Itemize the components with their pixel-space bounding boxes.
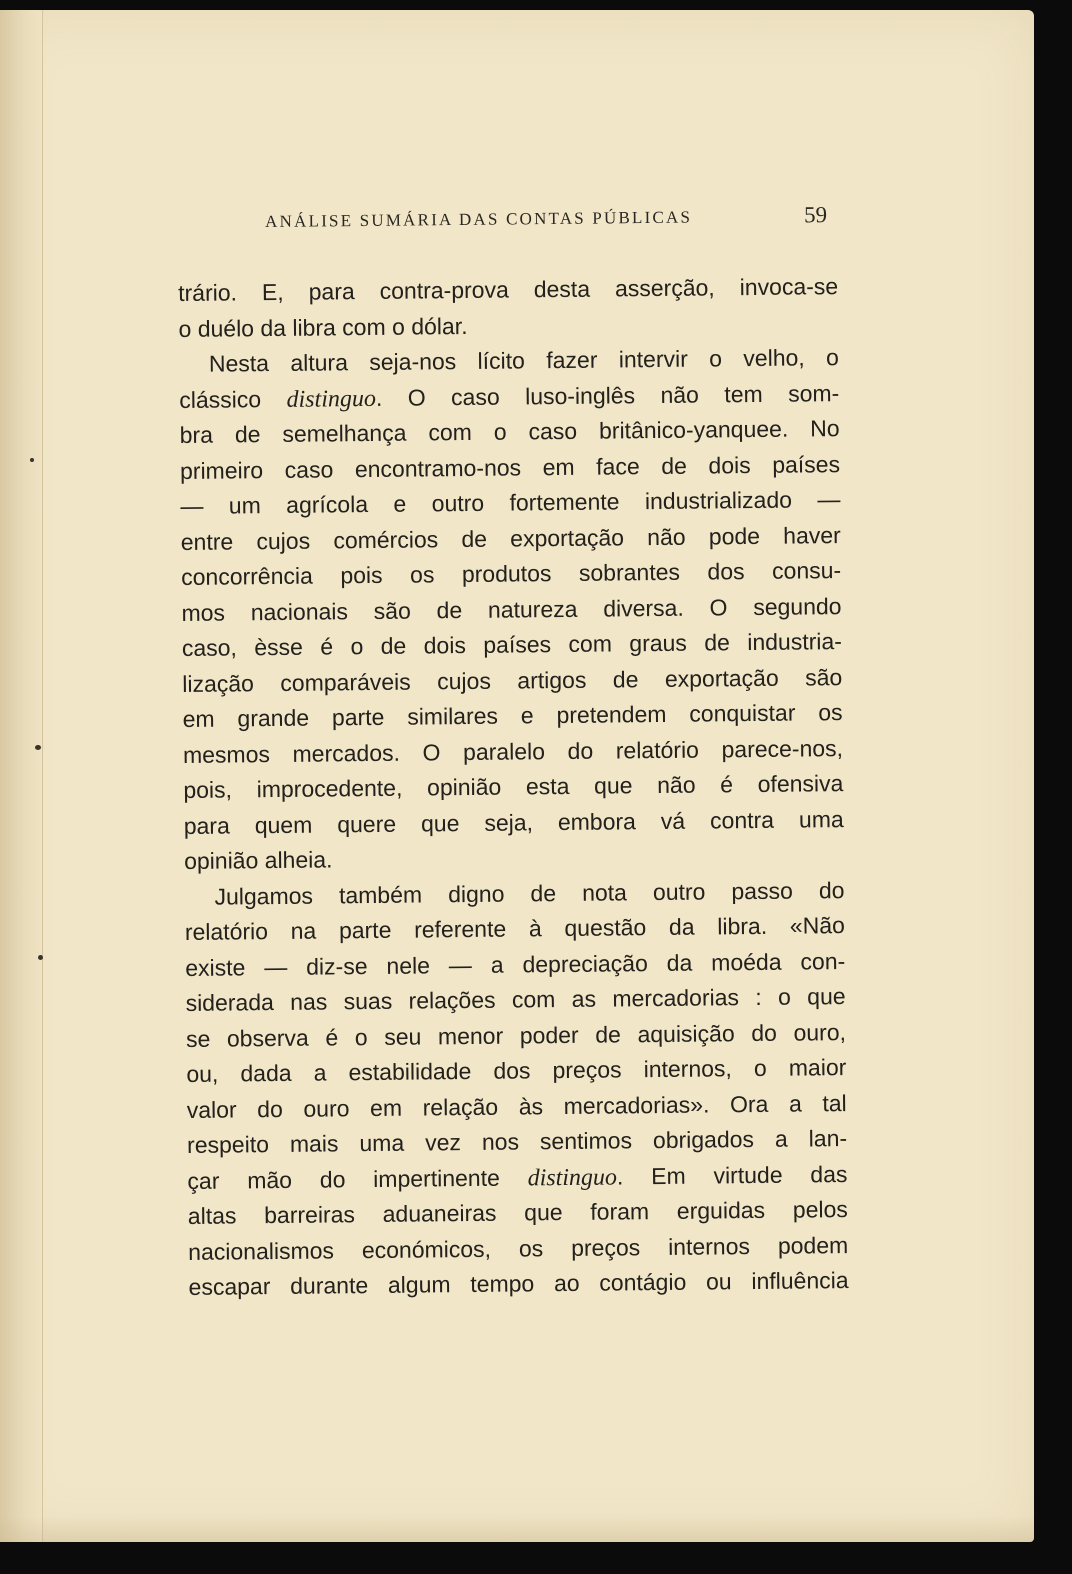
- text-line: concorrência pois os produtos sobrantes dos consu-: [181, 557, 842, 590]
- text-line: existe — diz-se nele — a depreciação da moéda con-: [185, 947, 846, 981]
- page-number: 59: [803, 202, 828, 228]
- ink-speck: [35, 745, 41, 750]
- text-line: mesmos mercados. O paralelo do relatório parece-nos,: [182, 734, 844, 768]
- text-segment: çar mão do impertinente: [187, 1163, 528, 1194]
- text-segment: . Em virtude das: [616, 1160, 848, 1189]
- text-segment: clássico: [179, 385, 287, 413]
- text-line: — um agrícola e outro fortemente industrializado —: [180, 486, 841, 519]
- text-line: em grande parte similares e pretendem conquistar os: [182, 699, 843, 732]
- text-line: primeiro caso encontramo-nos em face de dois países: [179, 450, 841, 484]
- text-line: pois, improcedente, opinião esta que não é ofensiva: [183, 770, 844, 803]
- text-line: para quem quere que seja, embora vá contra uma: [183, 805, 844, 839]
- text-line: se observa é o seu menor poder de aquisição do ouro,: [185, 1018, 847, 1052]
- text-line: mos nacionais são de natureza diversa. O segundo: [181, 592, 842, 626]
- text-line: valor do ouro em relação às mercadorias». Ora a tal: [186, 1089, 847, 1123]
- italic-term: distinguo: [286, 385, 377, 413]
- text-segment: . O caso luso-inglês não tem som-: [375, 379, 840, 411]
- text-line: Julgamos também digno de nota outro passo do: [214, 876, 845, 910]
- text-line: o duélo da libra com o dólar.: [178, 312, 468, 342]
- text-line: nacionalismos económicos, os preços internos podem: [188, 1231, 849, 1265]
- text-line: siderada nas suas relações com as mercadorias : o que: [185, 983, 846, 1016]
- text-line: escapar durante algum tempo ao contágio ou influência: [188, 1267, 849, 1300]
- text-line: relatório na parte referente à questão da libra. «Não: [184, 912, 845, 945]
- text-line: Nesta altura seja-nos lícito fazer intervir o velho, o: [208, 344, 840, 377]
- text-line: opinião alheia.: [183, 846, 333, 874]
- running-title: ANÁLISE SUMÁRIA DAS CONTAS PÚBLICAS: [265, 207, 693, 231]
- text-line: lização comparáveis cujos artigos de exportação são: [182, 663, 843, 697]
- ink-speck: [38, 955, 43, 960]
- text-line: caso, èsse é o de dois países com graus de industria-: [181, 628, 842, 661]
- body-text: [178, 269, 849, 1305]
- text-line: bra de semelhança com o caso britânico-yanquee. No: [179, 415, 840, 448]
- binding-gutter: [0, 10, 43, 1542]
- text-line: respeito mais uma vez nos sentimos obrigados a lan-: [186, 1125, 848, 1158]
- page-edge-shadow: [0, 1516, 1034, 1542]
- ink-speck: [30, 458, 34, 462]
- paper-sheet: [0, 10, 1034, 1542]
- text-line: altas barreiras aduaneiras que foram erguidas pelos: [187, 1196, 848, 1229]
- running-header: [265, 204, 835, 240]
- italic-term: distinguo: [527, 1163, 618, 1191]
- text-line: entre cujos comércios de exportação não pode haver: [180, 521, 841, 555]
- text-line: ou, dada a estabilidade dos preços internos, o maior: [186, 1054, 847, 1087]
- text-line: trário. E, para contra-prova desta asserção, invoca-se: [178, 273, 839, 306]
